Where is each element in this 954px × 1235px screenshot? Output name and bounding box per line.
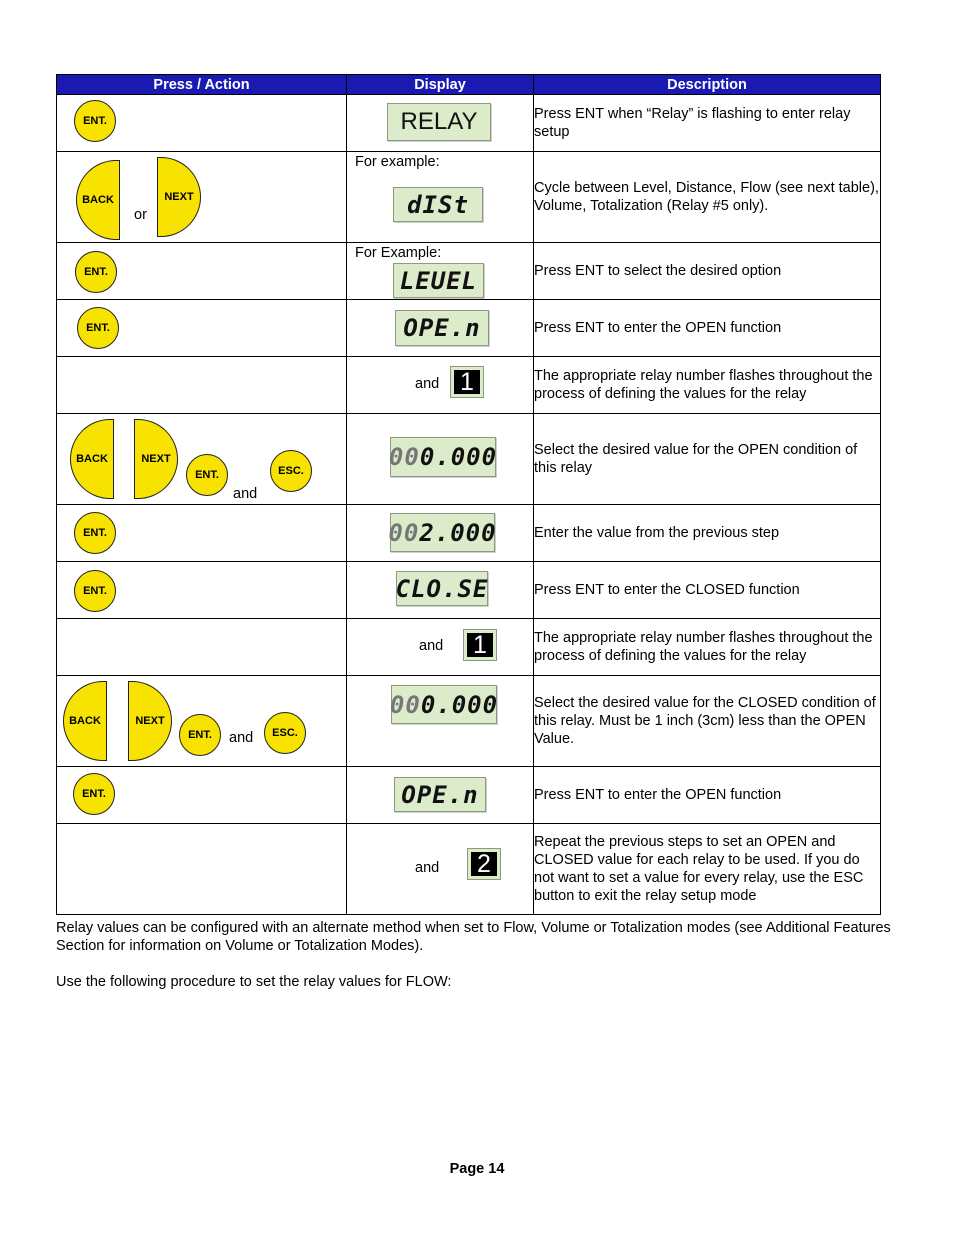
lcd-value: 0.000 — [420, 690, 499, 719]
description-cell: Press ENT when “Relay” is flashing to enter relay setup — [534, 95, 881, 152]
table-row — [57, 95, 881, 152]
relay-number: 1 — [467, 633, 493, 657]
action-cell — [57, 676, 347, 767]
description-cell: Press ENT to enter the OPEN function — [534, 300, 881, 357]
lcd-display: LEUEL — [393, 263, 484, 298]
esc-button[interactable]: ESC. — [264, 712, 306, 754]
action-cell — [57, 152, 347, 243]
action-cell — [57, 357, 347, 414]
next-button[interactable]: NEXT — [128, 681, 172, 761]
back-button[interactable]: BACK — [70, 419, 114, 499]
and-label: and — [415, 860, 440, 876]
relay-number-display — [467, 848, 501, 880]
display-cell — [347, 414, 534, 505]
lcd-display: dISt — [393, 187, 483, 222]
table-row — [57, 152, 881, 243]
procedure-paragraph: Use the following procedure to set the relay values for FLOW: — [56, 974, 452, 990]
or-label: or — [134, 207, 147, 223]
lcd-display: OPE.n — [395, 310, 489, 346]
and-label: and — [233, 486, 258, 502]
description-cell: The appropriate relay number flashes throughout the process of defining the values for the relay — [534, 619, 881, 676]
ent-button[interactable]: ENT. — [179, 714, 221, 756]
ent-button[interactable]: ENT. — [77, 307, 119, 349]
relay-number-display — [450, 366, 484, 398]
action-cell — [57, 300, 347, 357]
table-row — [57, 824, 881, 915]
lcd-display — [390, 513, 495, 552]
lcd-display: CLO.SE — [396, 571, 488, 606]
action-cell — [57, 824, 347, 915]
display-cell — [347, 243, 534, 300]
display-cell — [347, 619, 534, 676]
action-cell — [57, 243, 347, 300]
description-cell: Press ENT to select the desired option — [534, 243, 881, 300]
lcd-display — [391, 685, 497, 724]
table-row — [57, 414, 881, 505]
page-number: Page 14 — [449, 1161, 505, 1177]
table-row — [57, 562, 881, 619]
display-cell — [347, 357, 534, 414]
display-cell — [347, 562, 534, 619]
relay-number: 1 — [454, 370, 480, 394]
back-button[interactable]: BACK — [63, 681, 107, 761]
table-header-row — [57, 75, 881, 95]
action-cell — [57, 562, 347, 619]
relay-number: 2 — [471, 852, 497, 876]
action-cell — [57, 95, 347, 152]
back-button[interactable]: BACK — [76, 160, 120, 240]
lcd-display: RELAY — [387, 103, 491, 141]
description-cell: Press ENT to enter the OPEN function — [534, 767, 881, 824]
display-cell — [347, 95, 534, 152]
ent-button[interactable]: ENT. — [73, 773, 115, 815]
description-cell: Select the desired value for the OPEN condition of this relay — [534, 414, 881, 505]
description-cell: Select the desired value for the CLOSED condition of this relay. Must be 1 inch (3cm) less than the OPEN Value. — [534, 676, 881, 767]
table-row — [57, 767, 881, 824]
example-label: For example: — [355, 154, 440, 170]
display-cell — [347, 767, 534, 824]
next-button[interactable]: NEXT — [157, 157, 201, 237]
action-cell — [57, 414, 347, 505]
ent-button[interactable]: ENT. — [74, 512, 116, 554]
table-row — [57, 676, 881, 767]
table-row — [57, 357, 881, 414]
description-cell: The appropriate relay number flashes throughout the process of defining the values for the relay — [534, 357, 881, 414]
flow-method-paragraph: Relay values can be configured with an alternate method when set to Flow, Volume or Totalization modes (see Additional Features Section for information on Volume or Totalization Modes). — [56, 920, 891, 954]
action-cell — [57, 505, 347, 562]
ent-button[interactable]: ENT. — [75, 251, 117, 293]
table-row — [57, 505, 881, 562]
action-cell — [57, 767, 347, 824]
relay-setup-table — [56, 74, 881, 915]
action-cell — [57, 619, 347, 676]
lcd-leading-digits: 00 — [388, 518, 420, 547]
display-cell — [347, 676, 534, 767]
header-display: Display — [347, 75, 534, 95]
lcd-display — [390, 437, 496, 477]
header-description: Description — [534, 75, 881, 95]
table-row — [57, 300, 881, 357]
and-label: and — [419, 638, 444, 654]
display-cell — [347, 152, 534, 243]
and-label: and — [415, 376, 440, 392]
example-label: For Example: — [355, 245, 442, 261]
and-label: and — [229, 730, 254, 746]
header-press-action: Press / Action — [57, 75, 347, 95]
description-cell: Press ENT to enter the CLOSED function — [534, 562, 881, 619]
table-row — [57, 619, 881, 676]
description-cell: Cycle between Level, Distance, Flow (see next table), Volume, Totalization (Relay #5 only). — [534, 152, 881, 243]
esc-button[interactable]: ESC. — [270, 450, 312, 492]
ent-button[interactable]: ENT. — [74, 570, 116, 612]
table-row — [57, 243, 881, 300]
lcd-display: OPE.n — [394, 777, 486, 812]
description-cell: Enter the value from the previous step — [534, 505, 881, 562]
display-cell — [347, 300, 534, 357]
display-cell — [347, 505, 534, 562]
lcd-value: 2.000 — [419, 518, 497, 547]
next-button[interactable]: NEXT — [134, 419, 178, 499]
ent-button[interactable]: ENT. — [74, 100, 116, 142]
lcd-leading-digits: 00 — [389, 690, 421, 719]
ent-button[interactable]: ENT. — [186, 454, 228, 496]
lcd-value: 0.000 — [419, 443, 498, 471]
description-cell: Repeat the previous steps to set an OPEN and CLOSED value for each relay to be used. If you do not want to set a value for every relay, use the ESC button to exit the relay setup mode — [534, 824, 881, 915]
lcd-leading-digits: 00 — [388, 443, 420, 471]
display-cell — [347, 824, 534, 915]
relay-number-display — [463, 629, 497, 661]
